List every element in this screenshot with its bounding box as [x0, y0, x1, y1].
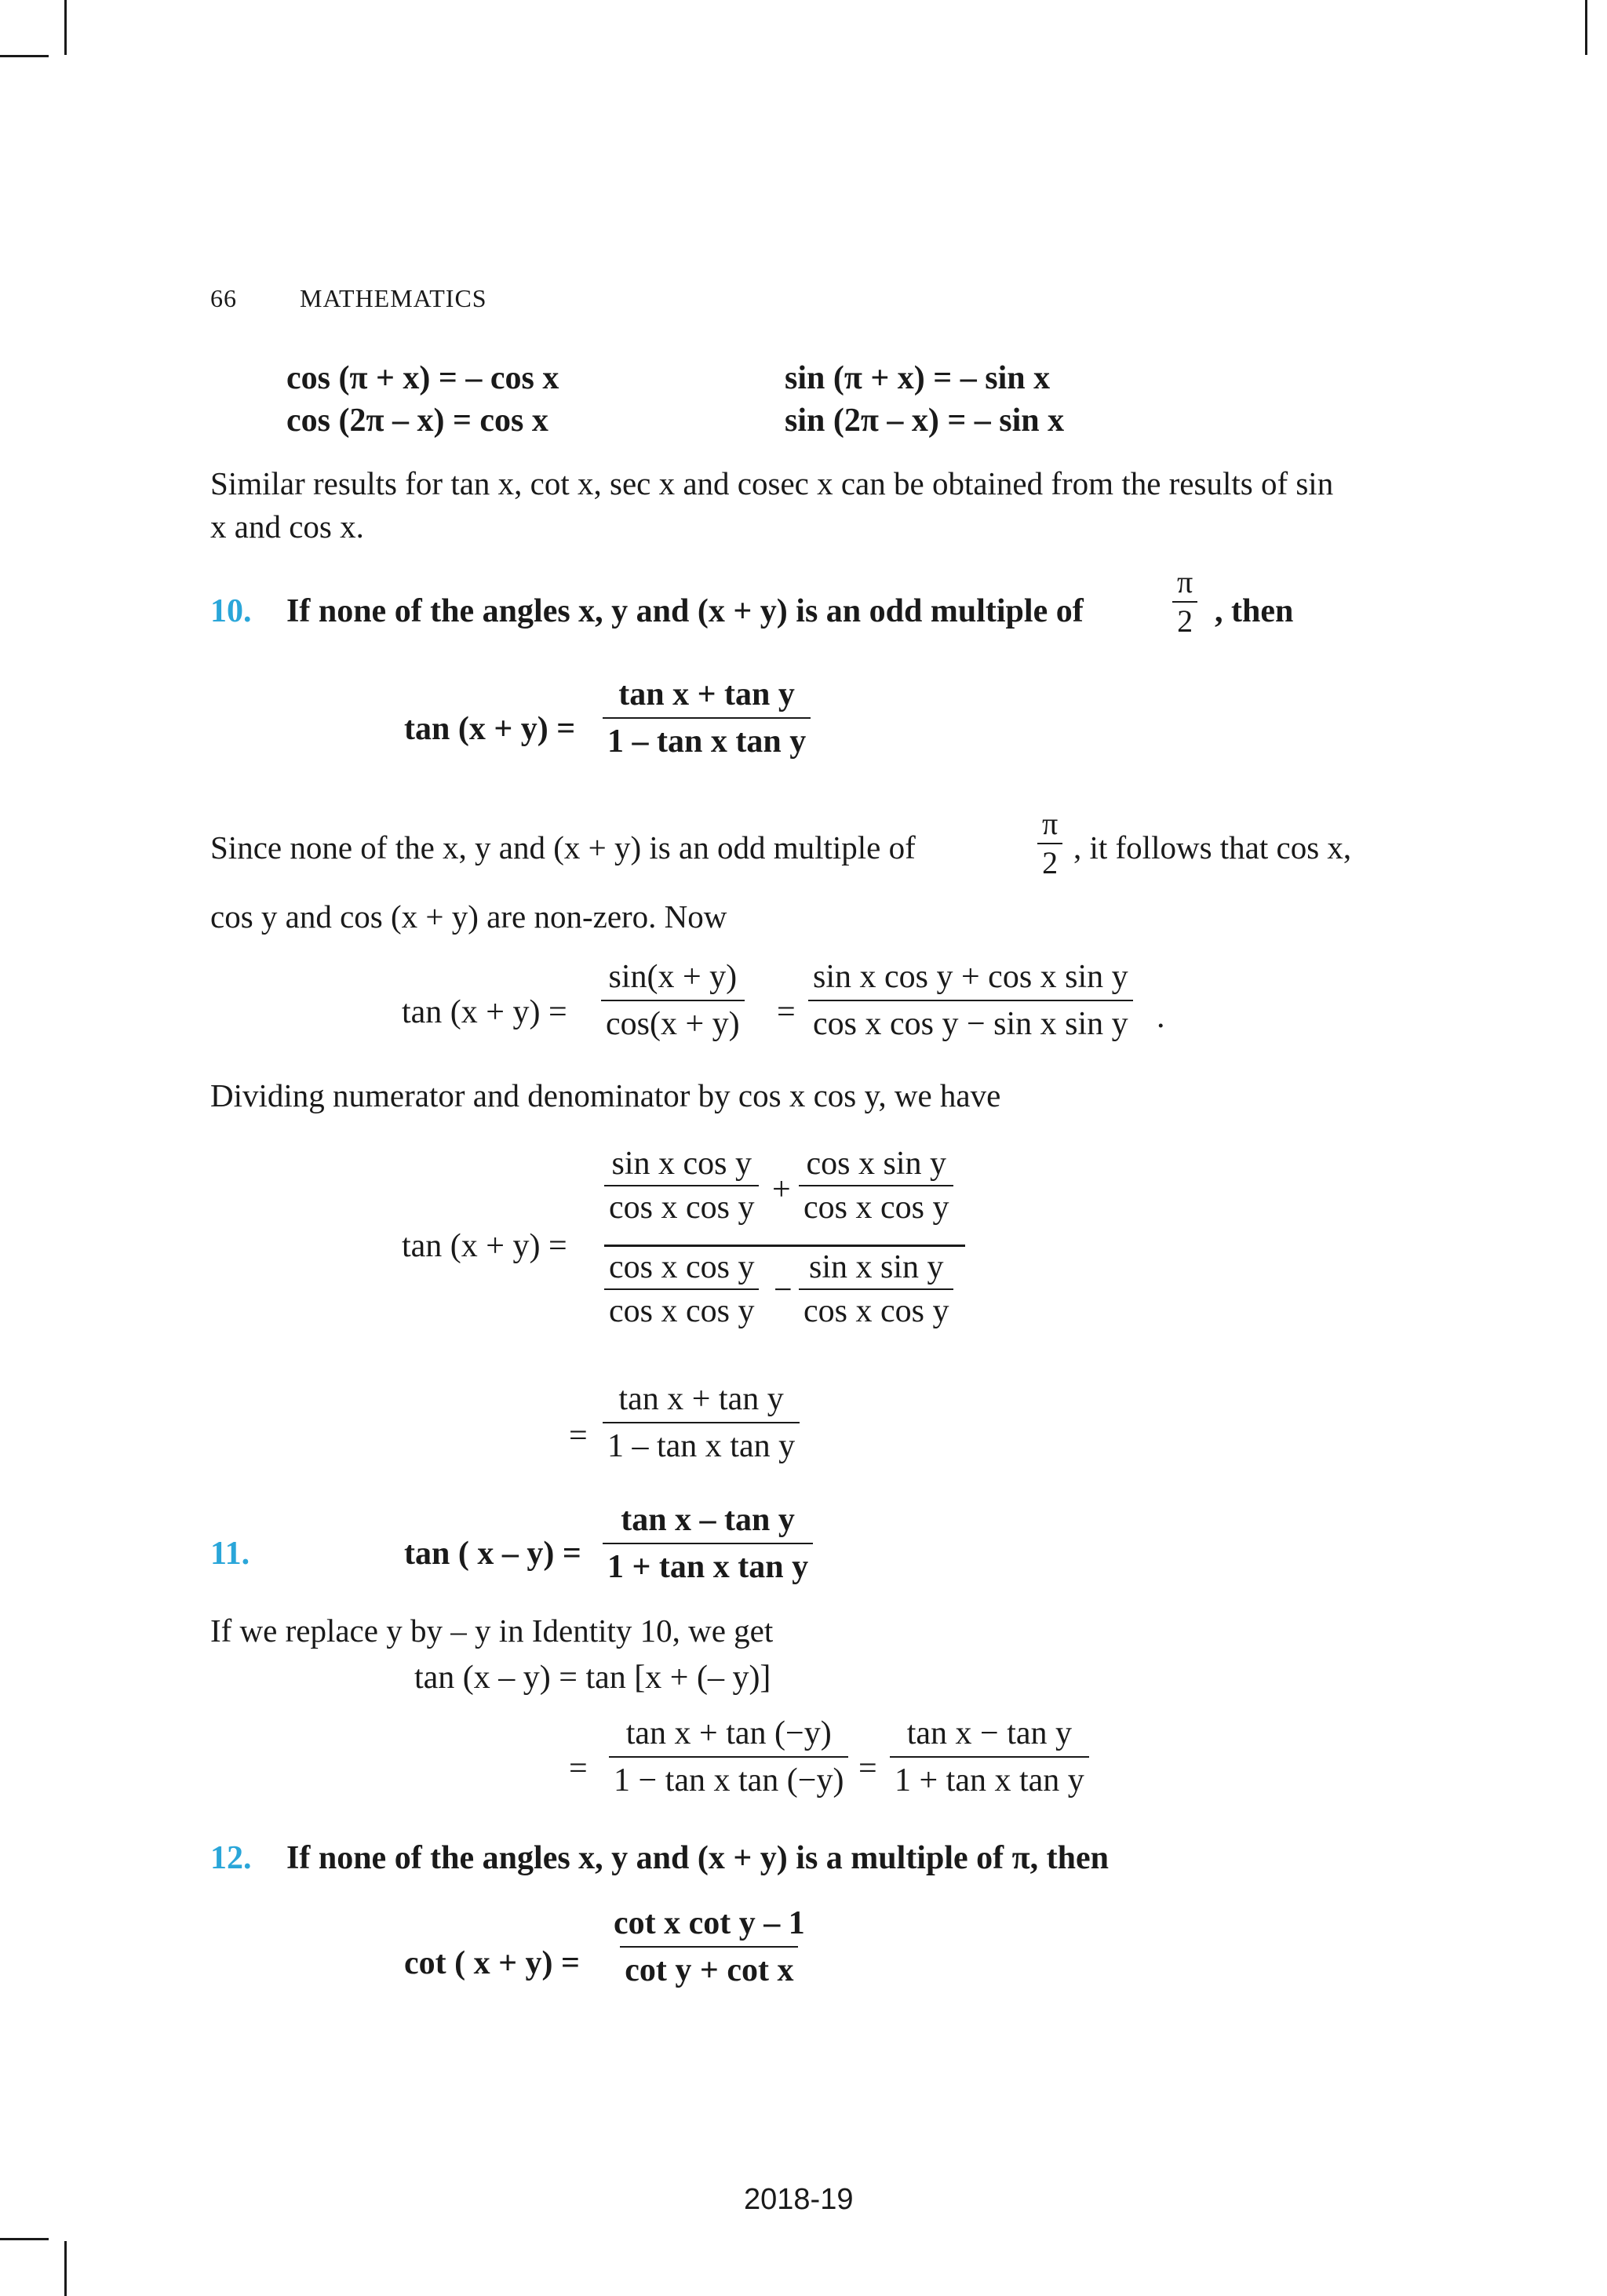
crop-mark-top-left-horizontal	[0, 55, 49, 57]
fraction-denominator: cos x cos y	[604, 1288, 759, 1329]
item-number-11: 11.	[210, 1536, 250, 1572]
since-pi-over-2	[1037, 807, 1062, 880]
eq3-fraction	[603, 1381, 800, 1464]
fraction-numerator: cot x cot y – 1	[614, 1905, 805, 1941]
identity-cos-pi-plus-x: cos (π + x) = – cos x	[286, 360, 559, 396]
identity-sin-2pi-minus-x: sin (2π – x) = – sin x	[785, 403, 1065, 439]
item11-eq2-fraction-2	[890, 1715, 1089, 1799]
fraction-numerator: tan x + tan y	[618, 676, 795, 712]
item-number-10: 10.	[210, 593, 252, 629]
since-line2: cos y and cos (x + y) are non-zero. Now	[210, 898, 727, 935]
identity-cos-2pi-minus-x: cos (2π – x) = cos x	[286, 403, 548, 439]
item11-eq2-equals-2: =	[858, 1751, 877, 1787]
fraction-denominator: cot y + cot x	[620, 1946, 798, 1988]
eq1-lhs: tan (x + y) =	[402, 994, 567, 1030]
fraction-numerator: sin x cos y + cos x sin y	[813, 959, 1128, 995]
eq2-main-fraction-bar	[604, 1245, 965, 1247]
fraction-denominator: 1 – tan x tan y	[603, 1422, 800, 1464]
item-number-12: 12.	[210, 1840, 252, 1876]
eq2-plus: +	[772, 1172, 791, 1208]
fraction-numerator: sin x cos y	[611, 1146, 752, 1182]
paragraph-similar-line1: Similar results for tan x, cot x, sec x and cosec x can be obtained from the results of sin	[210, 465, 1334, 501]
item11-formula-lhs: tan ( x – y) =	[404, 1536, 581, 1572]
eq2-minus: −	[774, 1272, 793, 1308]
fraction-denominator: cos x cos y	[604, 1185, 759, 1226]
pi-denominator: 2	[1172, 601, 1197, 639]
item10-formula-lhs: tan (x + y) =	[404, 711, 576, 747]
fraction-denominator: cos(x + y)	[601, 1000, 745, 1042]
fraction-denominator: cos x cos y	[799, 1185, 953, 1226]
item10-pi-over-2	[1172, 565, 1197, 639]
fraction-numerator: cos x sin y	[806, 1146, 946, 1182]
fraction-numerator: tan x + tan y	[618, 1381, 784, 1417]
eq2-frac-d	[799, 1249, 953, 1329]
eq3-equals: =	[569, 1418, 588, 1454]
eq2-lhs: tan (x + y) =	[402, 1228, 567, 1264]
fraction-denominator: 1 – tan x tan y	[603, 717, 811, 760]
item12-formula-lhs: cot ( x + y) =	[404, 1945, 580, 1981]
fraction-denominator: 1 − tan x tan (−y)	[609, 1756, 848, 1799]
item10-statement: If none of the angles x, y and (x + y) is an odd multiple of	[286, 593, 1084, 629]
item12-statement: If none of the angles x, y and (x + y) is a multiple of π, then	[286, 1840, 1109, 1876]
fraction-numerator: sin x sin y	[808, 1249, 944, 1285]
pi-denominator: 2	[1037, 843, 1062, 880]
fraction-numerator: cos x cos y	[609, 1249, 755, 1285]
item11-eq2-fraction-1	[609, 1715, 848, 1799]
eq2-frac-a	[604, 1146, 759, 1226]
footer-year: 2018-19	[744, 2183, 854, 2216]
fraction-numerator: tan x + tan (−y)	[625, 1715, 832, 1751]
fraction-denominator: 1 + tan x tan y	[603, 1543, 813, 1585]
eq2-frac-c	[604, 1249, 759, 1329]
fraction-denominator: cos x cos y − sin x sin y	[808, 1000, 1133, 1042]
fraction-numerator: tan x − tan y	[906, 1715, 1073, 1751]
crop-mark-top-left-vertical	[64, 0, 67, 55]
crop-mark-top-right-vertical	[1585, 0, 1587, 55]
eq1-fraction-expanded	[808, 959, 1133, 1042]
eq1-equals: =	[777, 994, 796, 1030]
replace-line: If we replace y by – y in Identity 10, we get	[210, 1613, 774, 1649]
crop-mark-bottom-left-horizontal	[0, 2238, 49, 2240]
since-line-end: , it follows that cos x,	[1073, 829, 1352, 866]
paragraph-similar-line2: x and cos x.	[210, 508, 364, 545]
pi-numerator: π	[1177, 564, 1193, 600]
fraction-denominator: cos x cos y	[799, 1288, 953, 1329]
item10-statement-end: , then	[1215, 593, 1294, 629]
identity-sin-pi-plus-x: sin (π + x) = – sin x	[785, 360, 1051, 396]
item11-eq2-equals: =	[569, 1751, 588, 1787]
fraction-numerator: tan x – tan y	[621, 1502, 795, 1538]
fraction-denominator: 1 + tan x tan y	[890, 1756, 1089, 1799]
dividing-line: Dividing numerator and denominator by cos x cos y, we have	[210, 1077, 1001, 1113]
item11-eq1: tan (x – y) = tan [x + (– y)]	[414, 1660, 771, 1696]
item11-formula-fraction	[603, 1502, 813, 1585]
page-number: 66	[210, 284, 237, 312]
running-header: MATHEMATICS	[300, 284, 487, 312]
item12-formula-fraction	[609, 1905, 810, 1988]
crop-mark-bottom-left-vertical	[64, 2241, 67, 2296]
eq1-period: .	[1157, 999, 1165, 1035]
item10-formula-fraction	[603, 676, 811, 760]
eq2-frac-b	[799, 1146, 953, 1226]
eq1-fraction-sin-over-cos	[601, 959, 745, 1042]
since-line: Since none of the x, y and (x + y) is an odd multiple of	[210, 829, 916, 866]
pi-numerator: π	[1042, 806, 1059, 841]
fraction-numerator: sin(x + y)	[608, 959, 738, 995]
